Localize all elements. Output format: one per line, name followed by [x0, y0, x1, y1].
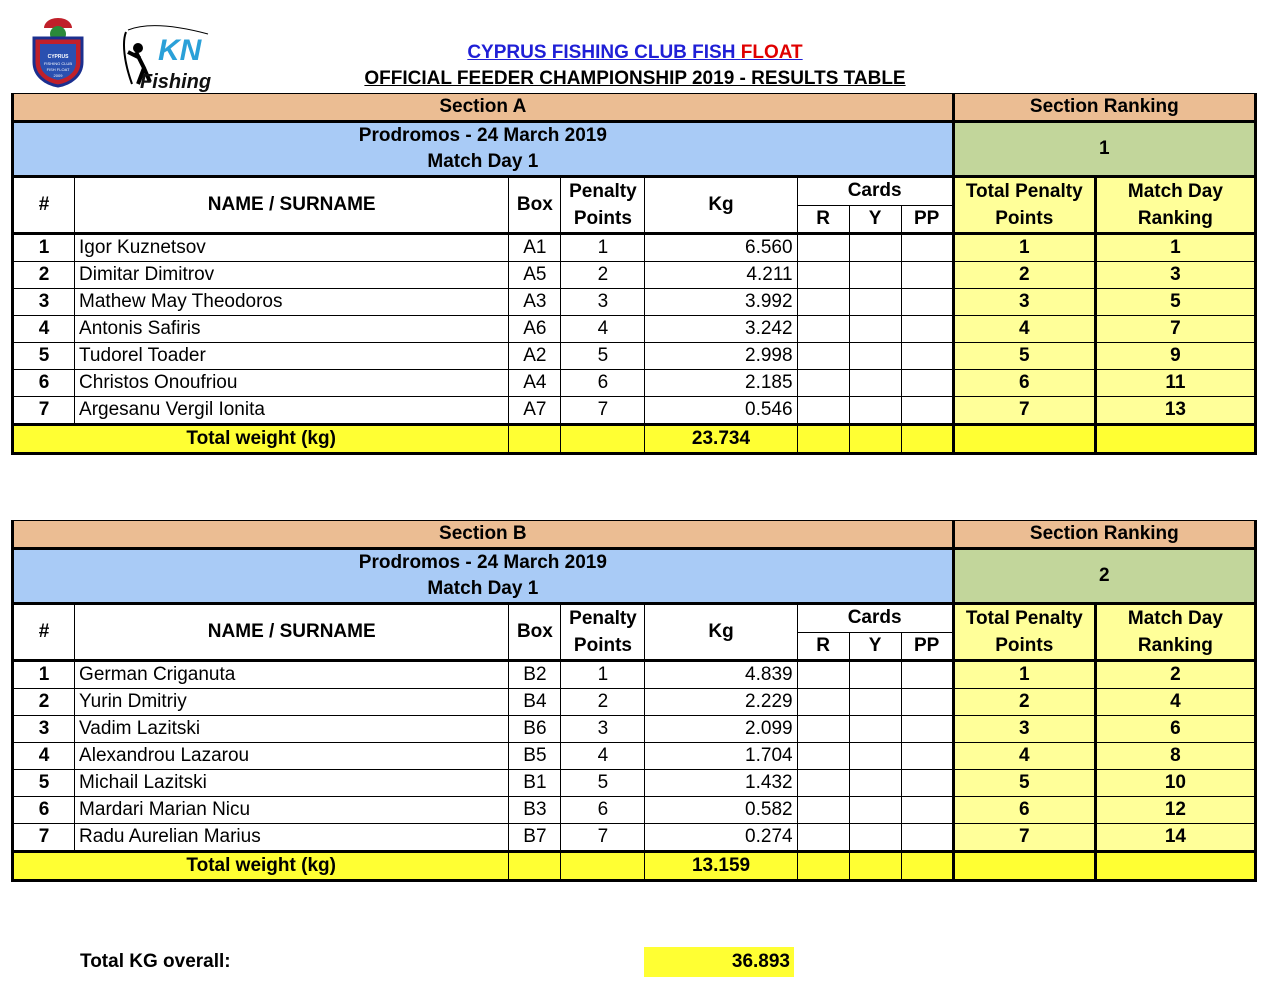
table-row	[13, 316, 1256, 343]
row-number: 3	[13, 289, 75, 316]
card-pp-cell	[901, 770, 953, 797]
card-r-cell	[797, 689, 849, 716]
table-row	[13, 370, 1256, 397]
box-cell: A2	[509, 343, 561, 370]
penalty-points-cell: 5	[561, 770, 645, 797]
kg-cell: 2.229	[645, 689, 797, 716]
col-cards: Cards	[797, 604, 953, 633]
participant-name: Michail Lazitski	[75, 770, 509, 797]
box-cell: A6	[509, 316, 561, 343]
total-penalty-cell: 1	[953, 661, 1095, 689]
section-title: Section A	[13, 94, 954, 122]
box-cell: B3	[509, 797, 561, 824]
penalty-points-cell: 2	[561, 262, 645, 289]
penalty-points-cell: 7	[561, 397, 645, 425]
row-number: 1	[13, 234, 75, 262]
kg-cell: 2.099	[645, 716, 797, 743]
page-title: CYPRUS FISHING CLUB FISH FLOAT	[467, 42, 803, 63]
row-number: 7	[13, 397, 75, 425]
participant-name: Tudorel Toader	[75, 343, 509, 370]
match-day-ranking-cell: 13	[1095, 397, 1255, 425]
card-r-cell	[797, 370, 849, 397]
card-pp-cell	[901, 716, 953, 743]
card-y-cell	[849, 343, 901, 370]
row-number: 2	[13, 262, 75, 289]
col-kg: Kg	[645, 604, 797, 661]
svg-text:FISH FLOAT: FISH FLOAT	[46, 67, 70, 72]
venue-cell: Prodromos - 24 March 2019 Match Day 1	[13, 549, 954, 604]
card-pp-cell	[901, 797, 953, 824]
penalty-points-cell: 6	[561, 370, 645, 397]
total-weight-label: Total weight (kg)	[13, 425, 509, 454]
card-y-cell	[849, 234, 901, 262]
kg-cell: 6.560	[645, 234, 797, 262]
section-title: Section B	[13, 521, 954, 549]
kg-cell: 2.185	[645, 370, 797, 397]
card-r-cell	[797, 234, 849, 262]
svg-text:Fishing: Fishing	[140, 71, 212, 92]
section-ranking-label: Section Ranking	[953, 521, 1255, 549]
match-day-ranking-cell: 10	[1095, 770, 1255, 797]
card-r-cell	[797, 716, 849, 743]
overall-total-label: Total KG overall:	[80, 951, 231, 972]
table-row	[13, 689, 1256, 716]
col-card-y: Y	[849, 632, 901, 661]
participant-name: Argesanu Vergil Ionita	[75, 397, 509, 425]
match-day-ranking-cell: 12	[1095, 797, 1255, 824]
card-pp-cell	[901, 689, 953, 716]
row-number: 4	[13, 743, 75, 770]
total-weight-label: Total weight (kg)	[13, 852, 509, 881]
col-penalty: Penalty Points	[561, 604, 645, 661]
row-number: 7	[13, 824, 75, 852]
penalty-points-cell: 3	[561, 716, 645, 743]
svg-text:CYPRUS: CYPRUS	[47, 54, 69, 60]
col-card-pp: PP	[901, 632, 953, 661]
row-number: 1	[13, 661, 75, 689]
card-pp-cell	[901, 316, 953, 343]
col-box: Box	[509, 177, 561, 234]
col-total-penalty: Total Penalty Points	[953, 604, 1095, 661]
card-y-cell	[849, 797, 901, 824]
total-penalty-cell: 7	[953, 824, 1095, 852]
col-name: NAME / SURNAME	[75, 177, 509, 234]
participant-name: Christos Onoufriou	[75, 370, 509, 397]
table-row	[13, 743, 1256, 770]
total-weight-value: 23.734	[645, 425, 797, 454]
card-r-cell	[797, 661, 849, 689]
penalty-points-cell: 7	[561, 824, 645, 852]
penalty-points-cell: 1	[561, 661, 645, 689]
table-row	[13, 824, 1256, 852]
svg-text:FISHING CLUB: FISHING CLUB	[43, 61, 73, 66]
table-row	[13, 343, 1256, 370]
row-number: 5	[13, 770, 75, 797]
match-day-ranking-cell: 3	[1095, 262, 1255, 289]
table-row	[13, 262, 1256, 289]
penalty-points-cell: 4	[561, 743, 645, 770]
box-cell: A7	[509, 397, 561, 425]
participant-name: Antonis Safiris	[75, 316, 509, 343]
col-match-day-ranking: Match Day Ranking	[1095, 177, 1255, 234]
card-r-cell	[797, 770, 849, 797]
card-y-cell	[849, 689, 901, 716]
table-row	[13, 397, 1256, 425]
total-penalty-cell: 1	[953, 234, 1095, 262]
card-pp-cell	[901, 234, 953, 262]
box-cell: B2	[509, 661, 561, 689]
card-pp-cell	[901, 262, 953, 289]
penalty-points-cell: 2	[561, 689, 645, 716]
card-y-cell	[849, 289, 901, 316]
match-day-ranking-cell: 7	[1095, 316, 1255, 343]
section-a-table	[11, 93, 1257, 455]
participant-name: German Criganuta	[75, 661, 509, 689]
kg-cell: 2.998	[645, 343, 797, 370]
card-r-cell	[797, 824, 849, 852]
card-y-cell	[849, 370, 901, 397]
box-cell: A4	[509, 370, 561, 397]
card-pp-cell	[901, 370, 953, 397]
participant-name: Alexandrou Lazarou	[75, 743, 509, 770]
kg-cell: 1.704	[645, 743, 797, 770]
card-pp-cell	[901, 824, 953, 852]
svg-text:2009: 2009	[53, 73, 63, 78]
total-penalty-cell: 6	[953, 370, 1095, 397]
total-penalty-cell: 6	[953, 797, 1095, 824]
table-row	[13, 770, 1256, 797]
card-y-cell	[849, 397, 901, 425]
card-y-cell	[849, 824, 901, 852]
card-y-cell	[849, 262, 901, 289]
card-pp-cell	[901, 343, 953, 370]
row-number: 3	[13, 716, 75, 743]
participant-name: Dimitar Dimitrov	[75, 262, 509, 289]
page-subtitle: OFFICIAL FEEDER CHAMPIONSHIP 2019 - RESULTS TABLE	[364, 68, 906, 89]
card-r-cell	[797, 343, 849, 370]
table-row	[13, 289, 1256, 316]
col-kg: Kg	[645, 177, 797, 234]
match-day-ranking-cell: 8	[1095, 743, 1255, 770]
card-r-cell	[797, 797, 849, 824]
col-num: #	[13, 177, 75, 234]
col-box: Box	[509, 604, 561, 661]
col-card-y: Y	[849, 205, 901, 234]
card-y-cell	[849, 743, 901, 770]
total-penalty-cell: 3	[953, 289, 1095, 316]
penalty-points-cell: 4	[561, 316, 645, 343]
col-match-day-ranking: Match Day Ranking	[1095, 604, 1255, 661]
card-r-cell	[797, 743, 849, 770]
participant-name: Mardari Marian Nicu	[75, 797, 509, 824]
penalty-points-cell: 1	[561, 234, 645, 262]
kg-cell: 3.992	[645, 289, 797, 316]
participant-name: Radu Aurelian Marius	[75, 824, 509, 852]
box-cell: B5	[509, 743, 561, 770]
box-cell: B4	[509, 689, 561, 716]
total-penalty-cell: 7	[953, 397, 1095, 425]
match-day-ranking-cell: 2	[1095, 661, 1255, 689]
row-number: 6	[13, 370, 75, 397]
col-num: #	[13, 604, 75, 661]
match-day-ranking-cell: 5	[1095, 289, 1255, 316]
match-day-ranking-cell: 6	[1095, 716, 1255, 743]
box-cell: B7	[509, 824, 561, 852]
total-penalty-cell: 2	[953, 689, 1095, 716]
card-r-cell	[797, 316, 849, 343]
participant-name: Vadim Lazitski	[75, 716, 509, 743]
card-r-cell	[797, 289, 849, 316]
col-total-penalty: Total Penalty Points	[953, 177, 1095, 234]
box-cell: A5	[509, 262, 561, 289]
total-penalty-cell: 4	[953, 316, 1095, 343]
section-ranking-value: 1	[953, 122, 1255, 177]
section-b-table	[11, 520, 1257, 882]
table-row	[13, 234, 1256, 262]
penalty-points-cell: 3	[561, 289, 645, 316]
kg-cell: 1.432	[645, 770, 797, 797]
svg-text:KN: KN	[158, 34, 202, 67]
total-penalty-cell: 5	[953, 343, 1095, 370]
kg-cell: 4.839	[645, 661, 797, 689]
card-y-cell	[849, 661, 901, 689]
card-r-cell	[797, 397, 849, 425]
box-cell: A1	[509, 234, 561, 262]
kg-cell: 3.242	[645, 316, 797, 343]
match-day-ranking-cell: 14	[1095, 824, 1255, 852]
kg-cell: 0.274	[645, 824, 797, 852]
participant-name: Igor Kuznetsov	[75, 234, 509, 262]
total-penalty-cell: 5	[953, 770, 1095, 797]
card-pp-cell	[901, 743, 953, 770]
row-number: 4	[13, 316, 75, 343]
match-day-ranking-cell: 9	[1095, 343, 1255, 370]
table-row	[13, 716, 1256, 743]
penalty-points-cell: 6	[561, 797, 645, 824]
card-pp-cell	[901, 661, 953, 689]
table-row	[13, 661, 1256, 689]
card-y-cell	[849, 316, 901, 343]
venue-cell: Prodromos - 24 March 2019 Match Day 1	[13, 122, 954, 177]
card-y-cell	[849, 770, 901, 797]
total-penalty-cell: 3	[953, 716, 1095, 743]
col-card-pp: PP	[901, 205, 953, 234]
section-ranking-value: 2	[953, 549, 1255, 604]
kg-cell: 4.211	[645, 262, 797, 289]
col-card-r: R	[797, 205, 849, 234]
overall-total-value: 36.893	[644, 947, 794, 977]
col-cards: Cards	[797, 177, 953, 206]
total-penalty-cell: 2	[953, 262, 1095, 289]
row-number: 5	[13, 343, 75, 370]
table-row	[13, 797, 1256, 824]
kg-cell: 0.582	[645, 797, 797, 824]
penalty-points-cell: 5	[561, 343, 645, 370]
card-pp-cell	[901, 397, 953, 425]
card-y-cell	[849, 716, 901, 743]
box-cell: A3	[509, 289, 561, 316]
match-day-ranking-cell: 1	[1095, 234, 1255, 262]
total-weight-value: 13.159	[645, 852, 797, 881]
row-number: 6	[13, 797, 75, 824]
col-penalty: Penalty Points	[561, 177, 645, 234]
box-cell: B6	[509, 716, 561, 743]
match-day-ranking-cell: 11	[1095, 370, 1255, 397]
participant-name: Yurin Dmitriy	[75, 689, 509, 716]
box-cell: B1	[509, 770, 561, 797]
col-name: NAME / SURNAME	[75, 604, 509, 661]
match-day-ranking-cell: 4	[1095, 689, 1255, 716]
card-pp-cell	[901, 289, 953, 316]
section-ranking-label: Section Ranking	[953, 94, 1255, 122]
row-number: 2	[13, 689, 75, 716]
card-r-cell	[797, 262, 849, 289]
total-penalty-cell: 4	[953, 743, 1095, 770]
participant-name: Mathew May Theodoros	[75, 289, 509, 316]
kg-cell: 0.546	[645, 397, 797, 425]
col-card-r: R	[797, 632, 849, 661]
